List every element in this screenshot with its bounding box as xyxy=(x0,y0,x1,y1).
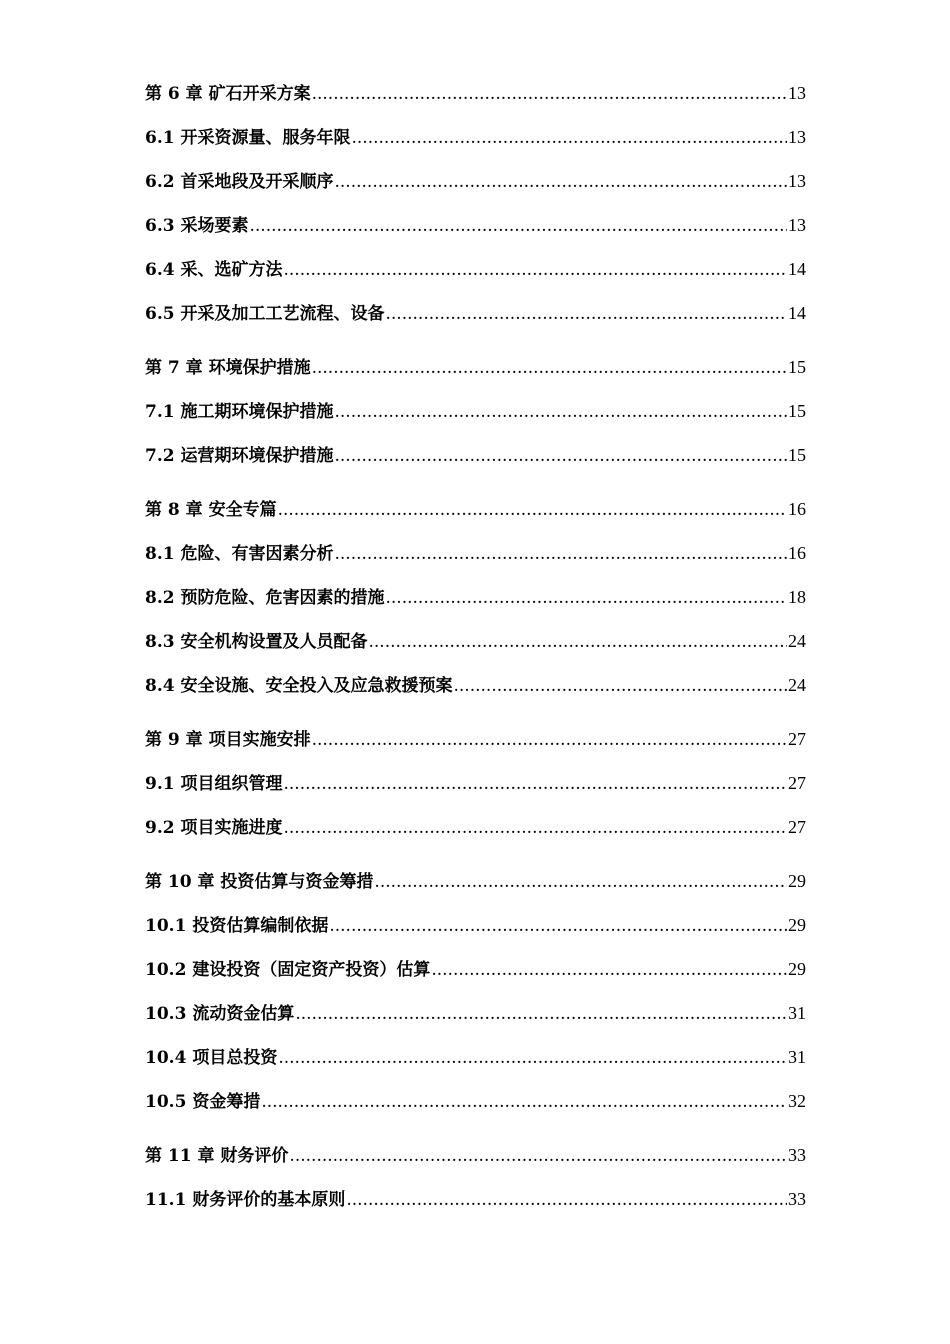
toc-entry-page: 14 xyxy=(788,303,806,323)
dot-leader xyxy=(335,443,788,469)
toc-entry-10-3[interactable] xyxy=(145,1000,806,1044)
toc-entry-8-1[interactable] xyxy=(145,540,806,584)
toc-entry-title: 10.1 投资估算编制依据 xyxy=(145,916,329,936)
dot-leader xyxy=(386,301,788,327)
toc-entry-title: 第 9 章 项目实施安排 xyxy=(145,730,311,750)
toc-entry-title: 6.3 采场要素 xyxy=(145,216,249,236)
toc-entry-page: 31 xyxy=(788,1047,806,1067)
toc-entry-chapter-8[interactable] xyxy=(145,496,806,540)
toc-entry-8-3[interactable] xyxy=(145,628,806,672)
toc-entry-6-1[interactable] xyxy=(145,124,806,168)
dot-leader xyxy=(284,815,788,841)
dot-leader xyxy=(352,125,788,151)
dot-leader xyxy=(312,727,787,753)
toc-entry-page: 13 xyxy=(788,127,806,147)
toc-entry-chapter-11[interactable] xyxy=(145,1142,806,1186)
toc-entry-6-4[interactable] xyxy=(145,256,806,300)
toc-entry-page: 27 xyxy=(788,817,806,837)
toc-entry-page: 27 xyxy=(788,773,806,793)
toc-entry-title: 第 7 章 环境保护措施 xyxy=(145,358,311,378)
toc-entry-page: 18 xyxy=(788,587,806,607)
toc-entry-title: 8.4 安全设施、安全投入及应急救援预案 xyxy=(145,676,453,696)
dot-leader xyxy=(346,1187,787,1213)
toc-entry-page: 24 xyxy=(788,675,806,695)
toc-entry-page: 29 xyxy=(788,915,806,935)
toc-entry-title: 11.1 财务评价的基本原则 xyxy=(145,1190,346,1210)
toc-entry-6-5[interactable] xyxy=(145,300,806,344)
dot-leader xyxy=(278,497,787,523)
toc-entry-title: 8.2 预防危险、危害因素的措施 xyxy=(145,588,385,608)
toc-entry-page: 33 xyxy=(788,1145,806,1165)
toc-entry-10-2[interactable] xyxy=(145,956,806,1000)
dot-leader xyxy=(312,355,787,381)
toc-entry-title: 6.5 开采及加工工艺流程、设备 xyxy=(145,304,385,324)
toc-entry-title: 10.3 流动资金估算 xyxy=(145,1004,295,1024)
toc-entry-chapter-7[interactable] xyxy=(145,354,806,398)
toc-entry-page: 27 xyxy=(788,729,806,749)
toc-entry-page: 14 xyxy=(788,259,806,279)
dot-leader xyxy=(335,399,788,425)
dot-leader xyxy=(374,869,787,895)
toc-entry-title: 6.2 首采地段及开采顺序 xyxy=(145,172,334,192)
toc-entry-title: 第 11 章 财务评价 xyxy=(145,1146,289,1166)
toc-entry-page: 32 xyxy=(788,1091,806,1111)
toc-entry-title: 7.1 施工期环境保护措施 xyxy=(145,402,334,422)
toc-entry-page: 13 xyxy=(788,171,806,191)
dot-leader xyxy=(335,541,788,567)
toc-entry-title: 9.2 项目实施进度 xyxy=(145,818,283,838)
toc-entry-title: 6.4 采、选矿方法 xyxy=(145,260,283,280)
toc-entry-page: 13 xyxy=(788,215,806,235)
toc-entry-8-4[interactable] xyxy=(145,672,806,716)
toc-entry-title: 9.1 项目组织管理 xyxy=(145,774,283,794)
toc-entry-page: 15 xyxy=(788,401,806,421)
toc-entry-title: 8.1 危险、有害因素分析 xyxy=(145,544,334,564)
dot-leader xyxy=(369,629,788,655)
toc-entry-chapter-6[interactable] xyxy=(145,80,806,124)
toc-entry-6-2[interactable] xyxy=(145,168,806,212)
toc-entry-title: 第 6 章 矿石开采方案 xyxy=(145,84,311,104)
toc-entry-7-1[interactable] xyxy=(145,398,806,442)
dot-leader xyxy=(278,1045,787,1071)
dot-leader xyxy=(250,213,788,239)
toc-entry-title: 7.2 运营期环境保护措施 xyxy=(145,446,334,466)
dot-leader xyxy=(454,673,788,699)
toc-entry-9-2[interactable] xyxy=(145,814,806,858)
toc-entry-page: 15 xyxy=(788,357,806,377)
table-of-contents xyxy=(145,80,806,1230)
toc-entry-page: 16 xyxy=(788,499,806,519)
toc-entry-title: 10.4 项目总投资 xyxy=(145,1048,278,1068)
dot-leader xyxy=(284,257,788,283)
toc-entry-title: 10.5 资金筹措 xyxy=(145,1092,261,1112)
toc-entry-page: 24 xyxy=(788,631,806,651)
toc-entry-7-2[interactable] xyxy=(145,442,806,486)
toc-entry-page: 31 xyxy=(788,1003,806,1023)
toc-entry-6-3[interactable] xyxy=(145,212,806,256)
toc-entry-page: 29 xyxy=(788,871,806,891)
toc-entry-title: 10.2 建设投资（固定资产投资）估算 xyxy=(145,960,431,980)
dot-leader xyxy=(386,585,788,611)
toc-entry-title: 第 8 章 安全专篇 xyxy=(145,500,277,520)
dot-leader xyxy=(261,1089,787,1115)
toc-entry-10-4[interactable] xyxy=(145,1044,806,1088)
dot-leader xyxy=(329,913,787,939)
toc-entry-10-5[interactable] xyxy=(145,1088,806,1132)
toc-entry-title: 6.1 开采资源量、服务年限 xyxy=(145,128,351,148)
toc-entry-page: 29 xyxy=(788,959,806,979)
dot-leader xyxy=(284,771,788,797)
dot-leader xyxy=(312,81,787,107)
toc-entry-title: 第 10 章 投资估算与资金筹措 xyxy=(145,872,374,892)
toc-entry-9-1[interactable] xyxy=(145,770,806,814)
toc-entry-chapter-10[interactable] xyxy=(145,868,806,912)
toc-entry-title: 8.3 安全机构设置及人员配备 xyxy=(145,632,368,652)
dot-leader xyxy=(289,1143,787,1169)
toc-entry-8-2[interactable] xyxy=(145,584,806,628)
toc-entry-page: 13 xyxy=(788,83,806,103)
dot-leader xyxy=(295,1001,787,1027)
toc-entry-10-1[interactable] xyxy=(145,912,806,956)
toc-entry-page: 33 xyxy=(788,1189,806,1209)
toc-entry-11-1[interactable] xyxy=(145,1186,806,1230)
toc-entry-chapter-9[interactable] xyxy=(145,726,806,770)
toc-entry-page: 16 xyxy=(788,543,806,563)
dot-leader xyxy=(431,957,787,983)
dot-leader xyxy=(335,169,788,195)
toc-entry-page: 15 xyxy=(788,445,806,465)
